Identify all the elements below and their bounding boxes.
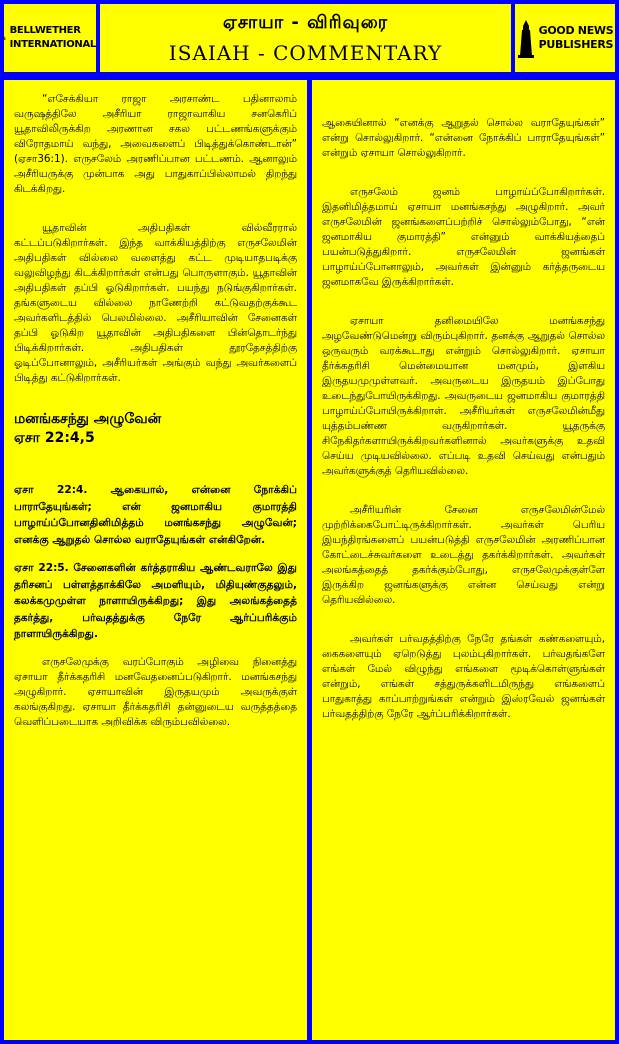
- scripture-verse: ஏசா 22:5. சேனைகளின் கர்த்தராகிய ஆண்டவராலே இது தரிசனப் பள்ளத்தாக்கிலே அமளியும், மிதியுண்குதலும், கலக்கமுமுள்ள நாளாயிருக்கிறது; இது அலங்கத்தைத் தகர்த்து, பர்வதத்துக்கு நேரே ஆர்ப்பரிக்கும் நாளாயிருக்கிறது.: [14, 562, 297, 640]
- paragraph: எருசலேமுக்கு வரப்போகும் அழிவை நினைத்து ஏசாயா தீர்க்கதரிசி மனவேதனைப்படுகிறார். மனங்கசந்து அழுகிறார். ஏசாயாவின் இருதயமும் அவருக்குள் கலங்குகிறது. ஏசாயா தீர்க்கதரிசி தன்னுடைய வருத்தத்தை வெளிப்படையாக அறிவிக்க விரும்பவில்லை.: [14, 655, 297, 728]
- heading-reference: ஏசா 22:4,5: [14, 430, 95, 446]
- logo-line1: GOOD NEWS: [538, 24, 614, 37]
- paragraph: அசீரியரின் சேனை எருசலேமின்மேல் முற்றிக்கைபோட்டிருக்கிறார்கள். அவர்கள் பெரிய இயந்திரங்களைப் பயன்படுத்தி எருசலேமின் அரணிப்பான கோட்டைச்சுவர்களை உடைத்து தகர்க்கிறார்கள். அவர்கள் அலங்கத்தைத் தகர்க்கும்போது, எருசலேமுக்குள்ளே இருக்கிற ஜனங்களுக்கு என்ன செய்வது என்று தெரியவில்லை.: [322, 504, 605, 606]
- good-news-logo: [515, 4, 615, 72]
- heading-title: மனங்கசந்து அழுவேன்: [14, 411, 162, 427]
- scripture-verse: ஏசா 22:4. ஆகையால், என்னை நோக்கிப் பாராதேயுங்கள்; என் ஜனமாகிய குமாரத்தி பாழாய்ப்போனதினிமித்தம் மனங்கசந்து அழுவேன்; எனக்கு ஆறுதல் சொல்ல வராதேயுங்கள் என்கிறேன்.: [14, 484, 297, 546]
- section-heading: [14, 410, 297, 448]
- logo-line2: PUBLISHERS: [538, 38, 614, 51]
- logo-line2: INTERNATIONAL: [9, 39, 96, 50]
- title-english: ISAIAH - COMMENTARY: [168, 41, 443, 65]
- title-tamil: ஏசாயா - விரிவுரை: [222, 12, 389, 33]
- bellwether-logo: [4, 4, 96, 72]
- paragraph: யூதாவின் அதிபதிகள் வில்வீரரால் கட்டப்படுகிறார்கள். இந்த வாக்கியத்திற்கு எருசலேமின் அதிபதிகள் வில்லை வளைத்து கட்ட முடியாதபடிக்கு வலுவிழந்து கிடக்கிறார்கள் என்பது பொருளாகும். யூதாவின் அதிபதிகள் தப்பி ஓடுகிறார்கள். பயந்து நடுங்குகிறார்கள். தங்களுடைய வில்லை நாணேற்றி கட்டுவதற்குக்கூட அவர்களிடத்தில் பெலமில்லை. அசீரியாவின் சேனைகள் தப்பி ஓடுகிற யூதாவின் அதிபதிகளை பின்தொடர்ந்து பிடிக்கிறார்கள். அதிபதிகள் தூரதேசத்திற்கு ஓடிப்போனாலும், அசீரியர்கள் அங்கும் வந்து அவர்களைப் பிடித்து கட்டுகிறார்கள்.: [14, 222, 297, 384]
- lighthouse-icon: [517, 18, 535, 58]
- lighthouse-icon: [4, 18, 6, 58]
- left-column: [4, 80, 307, 1040]
- page-header: [100, 4, 511, 72]
- logo-line1: BELLWETHER: [9, 25, 81, 36]
- right-column: [312, 80, 615, 1040]
- paragraph: ஆகையினால் “எனக்கு ஆறுதல் சொல்ல வராதேயுங்கள்” என்று சொல்லுகிறார். “என்னை நோக்கிப் பாராதேயுங்கள்” என்றும் ஏசாயா சொல்லுகிறார்.: [322, 117, 605, 159]
- paragraph: “எசேக்கியா ராஜா அரசாண்ட பதினாலாம் வருஷத்திலே அசீரியா ராஜாவாகிய சனகெரிப் யூதாவிலிருக்கிற அரணான சகல பட்டணங்களுக்கும் விரோதமாய் வந்து, அவைகளைப் பிடித்துக்கொண்டான்” (ஏசா36:1). எருசலேம் அரணிப்பான பட்டணம். ஆனாலும் அசீரியருக்கு முன்பாக அது பாதுகாப்பில்லாமல் திறந்து கிடக்கிறது.: [14, 93, 297, 195]
- paragraph: ஏசாயா தனிமையிலே மனங்கசந்து அழவேண்டுமென்று விரும்புகிறார். தனக்கு ஆறுதல் சொல்ல ஒருவரும் வரக்கூடாது என்றும் சொல்லுகிறார். ஏசாயா தீர்க்கதரிசி மென்மையான மனமும், இளகிய இருதயமுமுள்ளவர். அவருடைய இருதயம் இப்போது உடைந்துபோயிருக்கிறது. அவருடைய ஜனமாகிய குமாரத்தி பாழாய்ப்போயிருக்கிறாள். அசீரியர்கள் எருசலேமின்மீது யுத்தம்பண்ண வருகிறார்கள். யூதருக்கு சிநேகிதர்களாயிருக்கிறவர்களினால் அவர்களுக்கு உதவி செய்ய முடியவில்லை. எப்படி உதவி செய்வது என்பதும் அவர்களுக்குத் தெரியவில்லை.: [322, 315, 605, 477]
- paragraph: அவர்கள் பர்வதத்திற்கு நேரே தங்கள் கண்களையும், கைகளையும் ஏறெடுத்து புலம்புகிறார்கள். பர்வதங்களே எங்கள் மேல் விழுந்து எங்களை மூடிக்கொள்ளுங்கள் என்றும், எங்கள் சத்துருக்களிடமிருந்து எங்களைப் பாதுகாத்து காப்பாற்றுங்கள் என்றும் இஸ்ரவேல் ஜனங்கள் பர்வதத்திற்கு நேரே ஆர்ப்பரிக்கிறார்கள்.: [322, 633, 605, 720]
- paragraph: எருசலேம் ஜனம் பாழாய்ப்போகிறார்கள். இதனிமித்தமாய் ஏசாயா மனங்கசந்து அழுகிறார். அவர் எருசலேமின் ஜனங்களைப்பற்றிச் சொல்லும்போது, “என் ஜனமாகிய குமாரத்தி” என்னும் வாக்கியத்தைப் பயன்படுத்துகிறார். எருசலேமின் ஜனங்கள் பாழாய்ப்போனாலும், அவர்கள் இன்னும் கர்த்தருடைய ஜனமாகவே இருக்கிறார்கள்.: [322, 186, 605, 288]
